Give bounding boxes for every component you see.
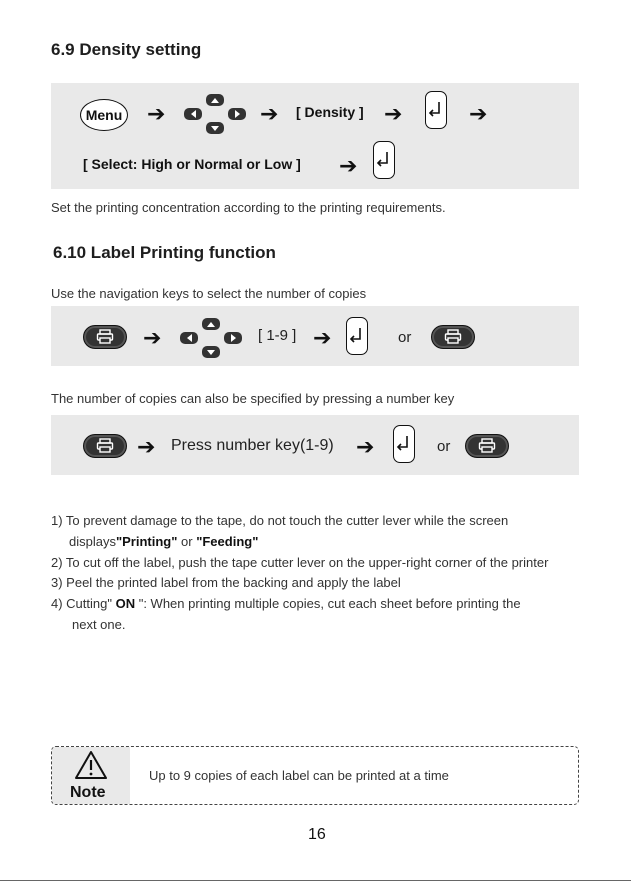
list-text: 4) Cutting" xyxy=(51,596,112,611)
menu-key xyxy=(80,99,128,131)
list-text: displays xyxy=(69,534,116,549)
list-item xyxy=(69,532,258,552)
arrow-right-icon: ➔ xyxy=(313,325,332,350)
print-key-icon xyxy=(431,325,475,349)
enter-key-icon xyxy=(346,317,368,355)
on-keyword: ON xyxy=(111,596,139,611)
list-item: next one. xyxy=(72,617,126,632)
arrow-right-icon: ➔ xyxy=(147,101,166,126)
enter-key-icon xyxy=(373,141,395,179)
arrow-right-icon: ➔ xyxy=(143,325,162,350)
note-label: Note xyxy=(70,784,106,801)
section-title-label-printing: 6.10 Label Printing function xyxy=(53,243,276,262)
list-item: 2) To cut off the label, push the tape cutter lever on the upper-right corner of the printer xyxy=(51,555,549,570)
menu-key-label: Menu xyxy=(85,107,123,123)
arrow-right-icon: ➔ xyxy=(356,434,375,459)
print-key-icon xyxy=(83,325,127,349)
or-label: or xyxy=(437,438,451,455)
arrow-right-icon: ➔ xyxy=(384,101,403,126)
arrow-right-icon: ➔ xyxy=(339,153,358,178)
page-number: 16 xyxy=(308,826,326,843)
list-item xyxy=(51,594,521,614)
copies-range-label: [ 1-9 ] xyxy=(258,327,297,344)
press-number-key-label: Press number key(1-9) xyxy=(171,437,334,454)
list-item: 1) To prevent damage to the tape, do not touch the cutter lever while the screen xyxy=(51,513,509,528)
nav-keys-intro: Use the navigation keys to select the number of copies xyxy=(51,286,367,301)
list-text: or xyxy=(177,534,197,549)
section-title-density: 6.9 Density setting xyxy=(51,40,202,59)
number-key-intro: The number of copies can also be specified by pressing a number key xyxy=(51,391,455,406)
print-key-icon xyxy=(465,434,509,458)
list-item: 3) Peel the printed label from the backing and apply the label xyxy=(51,575,401,590)
arrow-right-icon: ➔ xyxy=(469,101,488,126)
copies-nav-panel xyxy=(51,306,579,366)
copies-number-panel xyxy=(51,415,579,475)
list-text: ": When printing multiple copies, cut each sheet before printing the xyxy=(138,596,521,611)
note-side xyxy=(52,747,130,804)
enter-key-icon xyxy=(393,425,415,463)
density-description: Set the printing concentration according to the printing requirements. xyxy=(51,200,446,215)
arrow-right-icon: ➔ xyxy=(260,101,279,126)
density-label: [ Density ] xyxy=(296,104,364,120)
navigation-keys-icon xyxy=(179,318,243,358)
density-steps-panel xyxy=(51,83,579,189)
note-text: Up to 9 copies of each label can be printed at a time xyxy=(149,768,449,783)
note-box xyxy=(51,746,579,805)
or-label: or xyxy=(398,329,412,346)
printing-keyword: "Printing" xyxy=(115,534,178,549)
arrow-right-icon: ➔ xyxy=(137,434,156,459)
print-key-icon xyxy=(83,434,127,458)
enter-key-icon xyxy=(425,91,447,129)
navigation-keys-icon xyxy=(183,94,247,134)
select-density-label: [ Select: High or Normal or Low ] xyxy=(83,156,301,172)
warning-icon xyxy=(74,750,108,780)
bottom-border xyxy=(0,880,631,881)
feeding-keyword: "Feeding" xyxy=(196,534,259,549)
